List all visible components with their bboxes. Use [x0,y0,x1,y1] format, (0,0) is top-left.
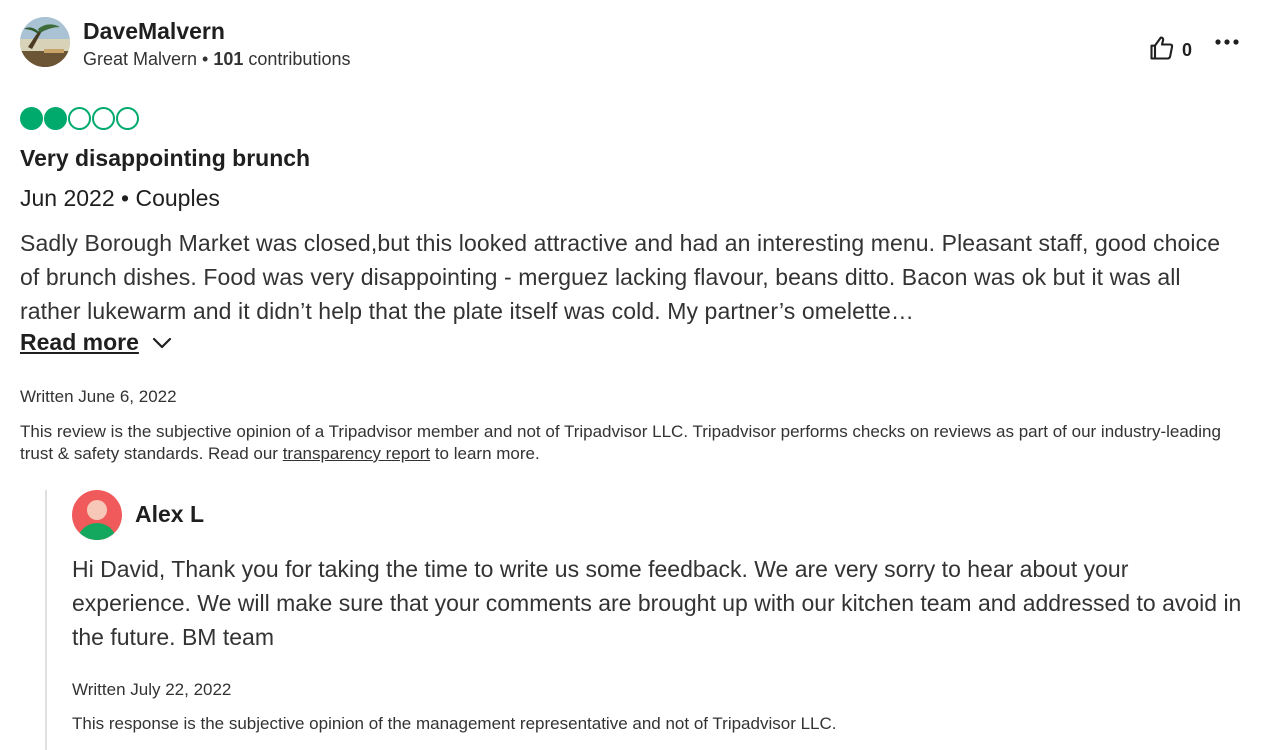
trip-info: Jun 2022 • Couples [20,185,220,211]
response-disclaimer: This response is the subjective opinion of the management representative and not of Tripadvisor LLC. [72,714,837,733]
review-header [20,14,1250,74]
more-options-button[interactable] [1214,34,1240,52]
helpful-count: 0 [1181,40,1192,60]
owner-response [45,490,1247,750]
response-written-date: Written July 22, 2022 [72,680,232,699]
helpful-vote-button[interactable] [1148,34,1192,67]
rating-bubble-filled [20,107,43,130]
rating-bubble-empty [68,107,91,130]
thumbs-up-icon [1148,34,1176,67]
avatar-torso [77,523,117,540]
rating-bubble-filled [44,107,67,130]
meta-separator: • [197,49,214,69]
more-dots-icon [1214,34,1240,51]
read-more-button[interactable] [20,329,173,356]
user-location: Great Malvern [83,49,198,69]
contributions-count: 101 [213,49,244,69]
user-meta [83,49,350,70]
responder-name: Alex L [135,501,205,527]
review-title[interactable]: Very disappointing brunch [20,145,311,171]
avatar-head [87,500,107,520]
transparency-report-link[interactable]: transparency report [282,444,431,463]
written-date: Written June 6, 2022 [20,387,177,406]
review-text: Sadly Borough Market was closed,but this looked attractive and had an interesting menu. Pleasant staff, good choice of brunch dishes. Food was very disappointing - merguez lacking flavour, beans ditto. Bacon was ok but it was all rather lukewarm and it didn’t help that the plate itself was cold. My partner’s omelette… [20,230,1221,324]
rating-bubble-empty [92,107,115,130]
review-card [20,14,1250,463]
response-text: Hi David, Thank you for taking the time to write us some feedback. We are very sorry to hear about your experience. We will make sure that your comments are brought up with our kitchen team and addressed to avoid in the future. BM team [72,556,1242,650]
responder-avatar[interactable] [72,490,122,540]
contributions-label: contributions [243,49,351,69]
bubble-rating [20,107,139,130]
read-more-label: Read more [20,329,139,355]
disclaimer-text: This review is the subjective opinion of a Tripadvisor member and not of Tripadvisor LLC. Tripadvisor performs checks on reviews as part of our industry-leading trust & safety standards. Read our [20,422,1221,463]
rating-bubble-empty [116,107,139,130]
disclaimer-text-end: to learn more. [430,444,540,463]
review-disclaimer [20,421,1245,465]
user-avatar[interactable] [20,17,70,67]
chevron-down-icon [151,329,173,356]
user-name[interactable]: DaveMalvern [83,18,225,44]
